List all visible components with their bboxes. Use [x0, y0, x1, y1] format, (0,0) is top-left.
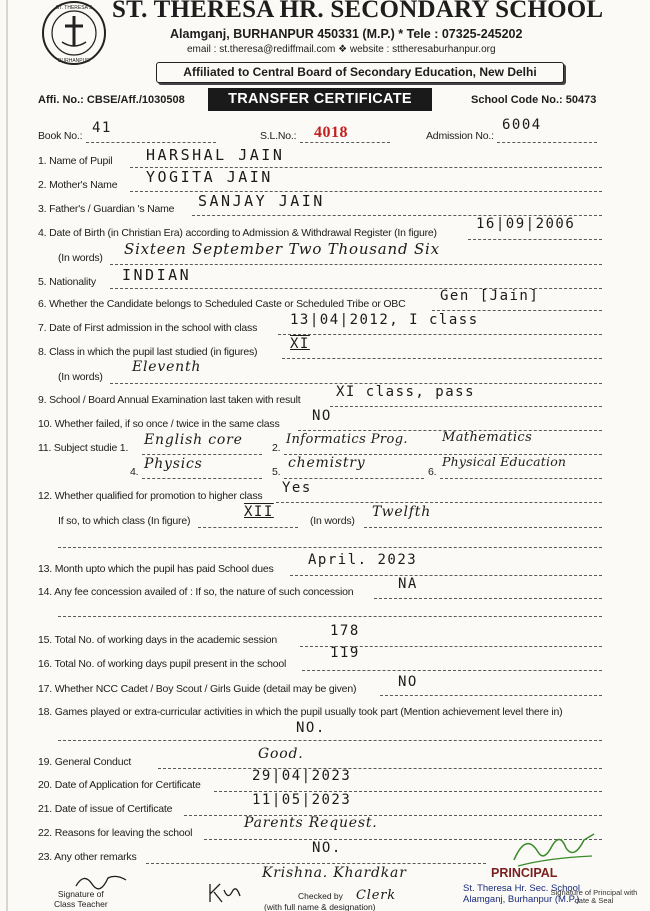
- field-7-line: [278, 334, 602, 335]
- school-contacts: email : st.theresa@rediffmail.com ❖ website : sttheresaburhanpur.org: [187, 44, 496, 55]
- field-12-line: [276, 502, 602, 503]
- field-11-line-1: [142, 454, 262, 455]
- field-2-label: 2. Mother's Name: [38, 179, 118, 191]
- field-22-label: 22. Reasons for leaving the school: [38, 827, 193, 839]
- field-5-label: 5. Nationality: [38, 276, 96, 288]
- class-teacher-signature: [72, 868, 132, 892]
- field-17-value: NO: [398, 674, 418, 690]
- class-teacher-caption: Signature of Class Teacher: [54, 889, 108, 909]
- field-13-label: 13. Month upto which the pupil has paid School dues: [38, 563, 274, 575]
- field-2-value: YOGITA JAIN: [146, 168, 273, 186]
- subject-2-number: 2.: [272, 442, 281, 454]
- field-12-class-value: XII: [244, 504, 274, 520]
- field-19-value: Good.: [258, 746, 304, 762]
- checked-by-label: Checked by: [298, 891, 343, 901]
- field-15-value: 178: [330, 623, 360, 639]
- svg-text:ST. THERESA'S: ST. THERESA'S: [55, 5, 93, 11]
- field-11-label: 11. Subject studie 1.: [38, 442, 129, 454]
- book-no-value: 41: [92, 120, 112, 136]
- field-6-value: Gen [Jain]: [440, 288, 540, 304]
- field-8-label: 8. Class in which the pupil last studied (in figures): [38, 346, 258, 358]
- sl-no-label: S.L.No.:: [260, 130, 297, 142]
- field-12-class-label: If so, to which class (In figure): [58, 515, 191, 527]
- field-20-label: 20. Date of Application for Certificate: [38, 779, 201, 791]
- field-7-label: 7. Date of First admission in the school with class: [38, 322, 258, 334]
- field-22-value: Parents Request.: [244, 815, 378, 831]
- school-name: ST. THERESA HR. SECONDARY SCHOOL: [112, 0, 604, 23]
- field-14-extra-line: [58, 616, 602, 617]
- field-16-label: 16. Total No. of working days pupil present in the school: [38, 658, 287, 670]
- subject-2: Informatics Prog.: [286, 432, 408, 447]
- field-7-value: 13|04|2012, I class: [290, 312, 479, 328]
- field-4-label: 4. Date of Birth (in Christian Era) according to Admission & Withdrawal Register (In figure): [38, 227, 437, 239]
- field-4-words-value: Sixteen September Two Thousand Six: [124, 240, 440, 258]
- field-12-label: 12. Whether qualified for promotion to higher class: [38, 490, 263, 502]
- admission-no-line: [497, 142, 597, 143]
- field-14-label: 14. Any fee concession availed of : If so, the nature of such concession: [38, 586, 354, 598]
- field-19-label: 19. General Conduct: [38, 756, 132, 768]
- principal-signature: [508, 826, 600, 870]
- subject-5-number: 5.: [272, 466, 281, 478]
- field-3-label: 3. Father's / Guardian 's Name: [38, 203, 175, 215]
- field-18-line: [58, 740, 602, 741]
- field-8-words-label: (In words): [58, 371, 103, 383]
- field-21-value: 11|05|2023: [252, 792, 352, 808]
- field-9-value: XI class, pass: [336, 384, 476, 400]
- field-12-words-line: [364, 527, 602, 528]
- checked-by-note: (with full name & designation): [264, 902, 376, 911]
- field-8-words-value: Eleventh: [132, 359, 202, 375]
- page-edge: [6, 0, 8, 911]
- checked-by-name: Krishna. Khardkar: [262, 865, 407, 881]
- field-23-line: [146, 863, 486, 864]
- field-23-value: NO.: [312, 840, 342, 856]
- field-18-value: NO.: [296, 720, 326, 736]
- svg-text:BURHANPUR: BURHANPUR: [58, 58, 90, 64]
- sl-no-line: [300, 142, 390, 143]
- field-17-line: [380, 695, 602, 696]
- subject-4-number: 4.: [130, 466, 139, 478]
- book-no-line: [86, 142, 216, 143]
- subject-3: Mathematics: [442, 430, 533, 445]
- sl-no-value: 4018: [314, 124, 348, 141]
- field-23-label: 23. Any other remarks: [38, 851, 137, 863]
- field-1-value: HARSHAL JAIN: [146, 146, 285, 164]
- field-20-value: 29|04|2023: [252, 768, 352, 784]
- field-8-value: XI: [290, 336, 310, 352]
- field-4-words-line: [110, 264, 602, 265]
- subject-6-number: 6.: [428, 466, 437, 478]
- field-11-line-5: [284, 478, 424, 479]
- field-12-extra-line: [58, 547, 602, 548]
- principal-label: PRINCIPAL: [491, 866, 558, 880]
- field-4-value: 16|09|2006: [476, 216, 576, 232]
- principal-stamp-line-2: Alamganj, Burhanpur (M.P.): [463, 894, 580, 905]
- field-6-label: 6. Whether the Candidate belongs to Scheduled Caste or Scheduled Tribe or OBC: [38, 298, 406, 310]
- field-16-line: [302, 670, 602, 671]
- book-no-label: Book No.:: [38, 130, 83, 142]
- field-21-label: 21. Date of issue of Certificate: [38, 803, 173, 815]
- subject-4: Physics: [144, 456, 203, 472]
- field-10-label: 10. Whether failed, if so once / twice in the same class: [38, 418, 280, 430]
- field-14-line: [374, 598, 602, 599]
- school-code: School Code No.: 50473: [471, 94, 597, 106]
- checker-initials: [206, 878, 246, 906]
- principal-stamp-line-1: St. Theresa Hr. Sec. School: [463, 883, 581, 894]
- admission-no-value: 6004: [502, 117, 542, 133]
- field-15-label: 15. Total No. of working days in the academic session: [38, 634, 278, 646]
- field-12-words-label: (In words): [310, 515, 355, 527]
- field-9-line: [330, 406, 602, 407]
- affiliation-number: Affi. No.: CBSE/Aff./1030508: [38, 94, 185, 106]
- affiliation-banner: Affiliated to Central Board of Secondary Education, New Delhi: [156, 62, 564, 83]
- field-9-label: 9. School / Board Annual Examination last taken with result: [38, 394, 301, 406]
- school-seal-logo: [40, 0, 108, 66]
- field-13-value: April. 2023: [308, 552, 418, 568]
- certificate-title: TRANSFER CERTIFICATE: [208, 88, 432, 111]
- checked-by-designation: Clerk: [356, 888, 396, 903]
- field-12-words-value: Twelfth: [372, 504, 432, 520]
- field-12-value: Yes: [282, 480, 312, 496]
- field-4-words-label: (In words): [58, 252, 103, 264]
- field-16-value: 119: [330, 645, 360, 661]
- school-address: Alamganj, BURHANPUR 450331 (M.P.) * Tele : 07325-245202: [170, 27, 523, 41]
- field-4-line: [468, 239, 602, 240]
- field-11-line-6: [440, 478, 602, 479]
- field-17-label: 17. Whether NCC Cadet / Boy Scout / Girls Guide (detail may be given): [38, 683, 357, 695]
- field-8-line: [282, 358, 602, 359]
- field-6-line: [432, 310, 602, 311]
- field-11-line-4: [142, 478, 262, 479]
- field-19-line: [158, 768, 602, 769]
- principal-sign-note: Signature of Principal with date & Seal: [550, 888, 638, 905]
- subject-5: chemistry: [288, 455, 366, 471]
- field-13-line: [290, 575, 602, 576]
- field-18-label: 18. Games played or extra-curricular activities in which the pupil usually took part (Mention achievement level there in): [38, 706, 563, 718]
- field-5-value: INDIAN: [122, 266, 192, 284]
- subject-1: English core: [144, 432, 243, 448]
- field-14-value: NA: [398, 576, 418, 592]
- field-12-class-line: [198, 527, 298, 528]
- admission-no-label: Admission No.:: [426, 130, 494, 142]
- field-1-label: 1. Name of Pupil: [38, 155, 113, 167]
- field-3-value: SANJAY JAIN: [198, 192, 325, 210]
- field-10-value: NO: [312, 408, 332, 424]
- subject-6: Physical Education: [442, 454, 567, 469]
